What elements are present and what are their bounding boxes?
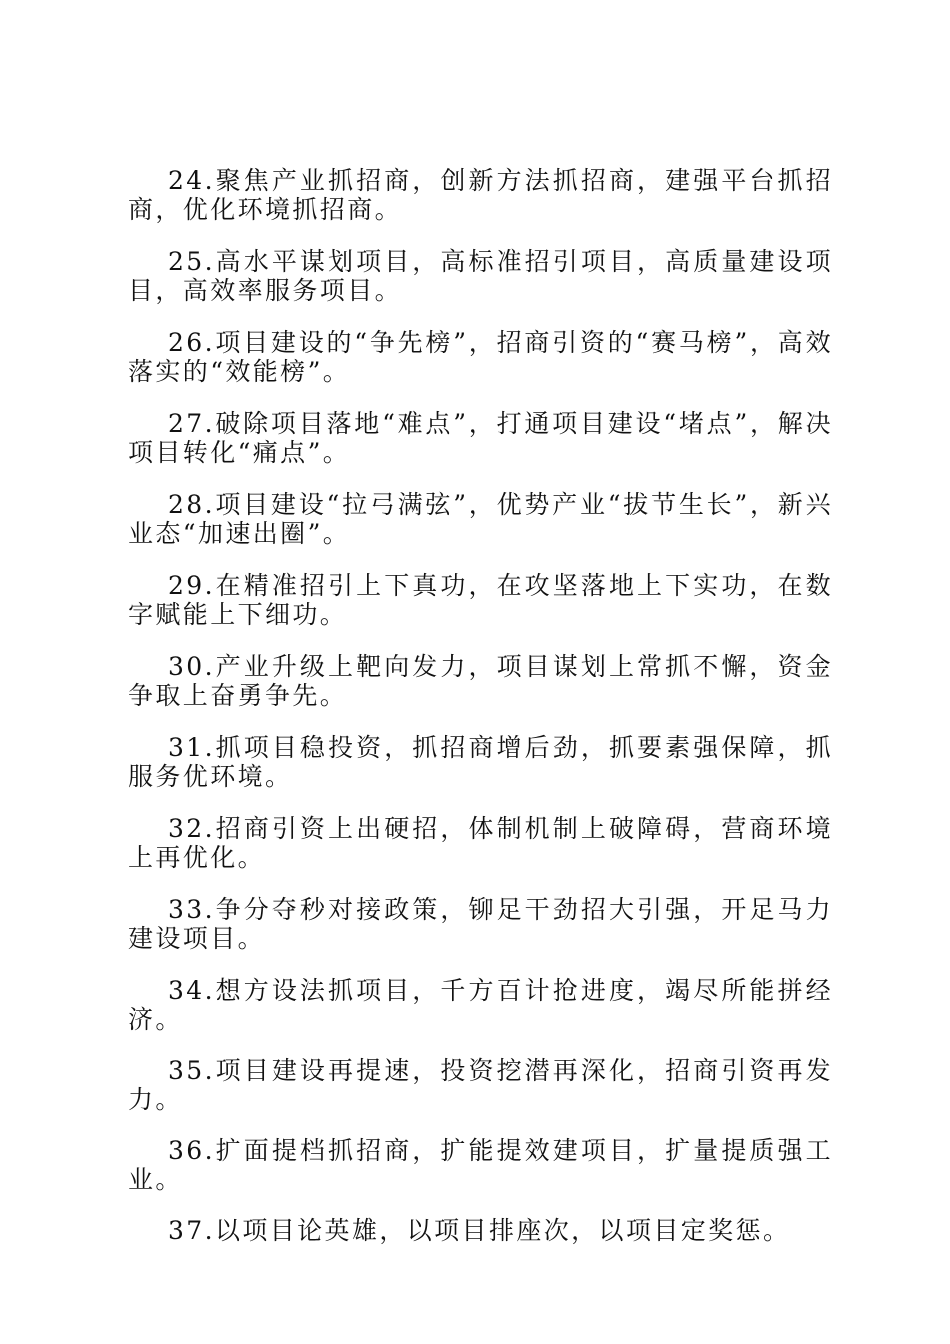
paragraph-32: 32.招商引资上出硬招，体制机制上破障碍，营商环境上再优化。 (128, 814, 833, 872)
paragraph-36: 36.扩面提档抓招商，扩能提效建项目，扩量提质强工业。 (128, 1136, 833, 1194)
paragraph-29: 29.在精准招引上下真功，在攻坚落地上下实功，在数字赋能上下细功。 (128, 571, 833, 629)
paragraph-27: 27.破除项目落地“难点”，打通项目建设“堵点”，解决项目转化“痛点”。 (128, 409, 833, 467)
paragraph-35: 35.项目建设再提速，投资挖潜再深化，招商引资再发力。 (128, 1056, 833, 1114)
paragraph-33: 33.争分夺秒对接政策，铆足干劲招大引强，开足马力建设项目。 (128, 895, 833, 953)
paragraph-26: 26.项目建设的“争先榜”，招商引资的“赛马榜”，高效落实的“效能榜”。 (128, 328, 833, 386)
paragraph-25: 25.高水平谋划项目，高标准招引项目，高质量建设项目，高效率服务项目。 (128, 247, 833, 305)
document-body (128, 166, 833, 1267)
paragraph-30: 30.产业升级上靶向发力，项目谋划上常抓不懈，资金争取上奋勇争先。 (128, 652, 833, 710)
paragraph-31: 31.抓项目稳投资，抓招商增后劲，抓要素强保障，抓服务优环境。 (128, 733, 833, 791)
paragraph-28: 28.项目建设“拉弓满弦”，优势产业“拔节生长”，新兴业态“加速出圈”。 (128, 490, 833, 548)
paragraph-37: 37.以项目论英雄，以项目排座次，以项目定奖惩。 (168, 1216, 791, 1245)
paragraph-34: 34.想方设法抓项目，千方百计抢进度，竭尽所能拼经济。 (128, 976, 833, 1034)
paragraph-24: 24.聚焦产业抓招商，创新方法抓招商，建强平台抓招商，优化环境抓招商。 (128, 166, 833, 224)
